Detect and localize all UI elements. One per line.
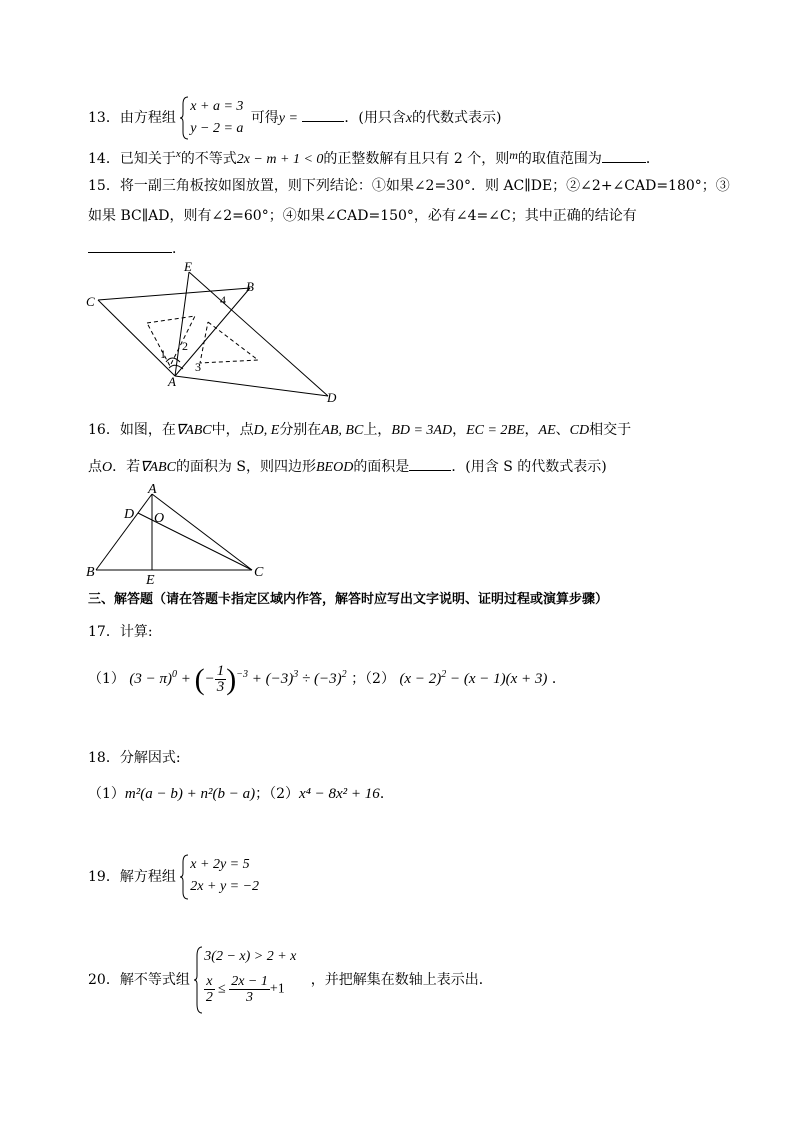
q16-ae: AE [538, 423, 556, 438]
fig15-label-A: A [168, 374, 176, 389]
q16-cd: CD [569, 423, 590, 438]
q16-text-c: 分别在 [279, 422, 322, 438]
q20-line [88, 946, 493, 1016]
q20-frac1-den: 2 [205, 990, 213, 1005]
q17-part2: ；（2） [351, 670, 395, 687]
q16-o: O [102, 460, 113, 475]
q13-system [180, 96, 246, 140]
q18-end: ． [379, 786, 394, 802]
q15-figure [80, 258, 360, 408]
fig15-label-3: 3 [195, 360, 201, 374]
q13-number: 13．由方程组 [88, 110, 176, 126]
q16-text-g: 点 [88, 459, 102, 475]
q14-inequality: 2x − m + 1 < 0 [236, 152, 324, 167]
q16-sep: ， [452, 422, 467, 438]
q17-title: 17．计算: [88, 624, 153, 640]
brace-icon [180, 96, 190, 140]
q15-line2: 如果 BC∥AD，则有∠2=60°；④如果∠CAD=150°，必有∠4=∠C；其中正确的结论有 [88, 208, 637, 224]
q16-text-d: 上， [363, 422, 392, 438]
q14-number: 14．已知关于 [88, 151, 176, 167]
q15-answer-blank[interactable] [88, 238, 172, 253]
q17-expr-line [88, 664, 566, 704]
q14-text1: 的不等式 [180, 151, 237, 167]
q14-end: ． [645, 151, 660, 167]
fig15-label-4: 4 [220, 293, 226, 307]
q17-expr2: $(x - 2)^2 - (x - 1)(x + 3)$ [399, 668, 548, 687]
q18-expr-line [88, 784, 394, 804]
fig15-label-D: D [327, 390, 337, 405]
fig16-label-E: E [146, 573, 155, 588]
q16-text-b: 中，点 [211, 422, 254, 438]
q20-tail: ，并把解集在数轴上表示出． [310, 972, 493, 988]
q15-end: ． [172, 241, 186, 257]
q13-tail: ．(用只含 [344, 110, 406, 126]
fig15-label-1: 1 [160, 347, 166, 361]
q18-expr2: x⁴ − 8x² + 16 [299, 786, 380, 802]
q19-eq2: 2x + y = −2 [190, 879, 260, 894]
fig16-label-O: O [154, 511, 165, 526]
fig15-label-B: B [246, 279, 254, 294]
q19-eq1: x + 2y = 5 [190, 857, 250, 872]
brace-icon [180, 854, 190, 900]
q18-expr1: m²(a − b) + n²(b − a) [124, 786, 256, 802]
q13-y: y = [278, 111, 298, 126]
fig16-label-A: A [148, 482, 157, 497]
q16-text-f: 相交于 [589, 422, 632, 438]
fig16-label-C: C [254, 565, 264, 580]
q20-eq2 [204, 974, 296, 1005]
q20-eq1: 3(2 − x) > 2 + x [204, 949, 297, 964]
q20-frac2-num: 2x − 1 [231, 974, 268, 989]
q17-part1: （1） [88, 670, 125, 687]
fig15-label-E: E [184, 259, 192, 274]
brace-icon [194, 946, 204, 1014]
q13-x: x [405, 111, 413, 126]
q16-relation2: EC = 2BE [466, 423, 525, 438]
q13-eq2: y − 2 = a [190, 121, 244, 136]
q13-eq1: x + a = 3 [190, 99, 244, 114]
q16-segments: AB, BC [321, 423, 364, 438]
q14-line [88, 144, 660, 170]
q16-text-k: ．(用含 S 的代数式表示) [451, 459, 607, 475]
q13-line [88, 96, 502, 140]
fig16-label-D: D [124, 507, 135, 522]
q15-line3 [88, 238, 186, 259]
q18-title: 18．分解因式: [88, 750, 181, 766]
q16-line2 [88, 456, 607, 478]
q19-title: 19．解方程组 [88, 869, 176, 885]
fig16-label-B: B [86, 565, 95, 580]
q16-beod: BEOD [315, 460, 354, 475]
q20-system [194, 946, 306, 1014]
q17-end: ． [551, 670, 566, 687]
q20-frac1-num: x [206, 974, 213, 989]
q13-tail2: 的代数式表示) [412, 110, 502, 126]
fig15-label-C: C [86, 294, 95, 309]
q18-part1: （1） [88, 786, 125, 802]
q15-line1: 15．将一副三角板按如图放置，则下列结论：①如果∠2=30°．则 AC∥DE；②∠2+∠CAD=180°；③ [88, 178, 730, 194]
q20-plus1: +1 [269, 981, 285, 997]
q16-answer-blank[interactable] [409, 456, 451, 471]
q20-le: ≤ [218, 981, 226, 997]
q16-text-h: ．若 [112, 459, 141, 475]
q16-dun: 、 [555, 422, 570, 438]
section3-heading: 三、解答题（请在答题卡指定区域内作答，解答时应写出文字说明、证明过程或演算步骤） [88, 592, 609, 607]
q19-line [88, 854, 276, 904]
q16-triangle: ∇ABC [175, 423, 212, 438]
q16-text-e: ， [524, 422, 539, 438]
q19-system [180, 854, 276, 900]
fig15-label-2: 2 [182, 339, 188, 353]
q20-frac2-den: 3 [246, 990, 254, 1005]
q16-text-i: 的面积为 S，则四边形 [175, 459, 316, 475]
q16-triangle2: ∇ABC [140, 460, 176, 475]
q16-figure [82, 480, 272, 588]
q20-title: 20．解不等式组 [88, 972, 190, 988]
q16-relation1: BD = 3AD [391, 423, 453, 438]
q14-answer-blank[interactable] [602, 148, 646, 163]
q16-line1 [88, 420, 631, 441]
q14-x: x [175, 148, 181, 160]
q13-mid: 可得 [250, 110, 279, 126]
q16-points: D, E [253, 423, 280, 438]
q16-text-j: 的面积是 [353, 459, 410, 475]
q14-text2: 的正整数解有且只有 2 个，则 [323, 151, 510, 167]
q18-part2: ；（2） [255, 786, 300, 802]
q13-answer-blank[interactable] [302, 107, 344, 122]
q14-text3: 的取值范围为 [517, 151, 602, 167]
q16-text-a: 16．如图，在 [88, 422, 176, 438]
q17-expr1: $(3 - \pi)^0$ + (− $\frac{1}{3}$ )$^{-3} + (-3)^3 \div (-3)^2$ [129, 662, 347, 696]
q14-m: m [509, 148, 518, 162]
